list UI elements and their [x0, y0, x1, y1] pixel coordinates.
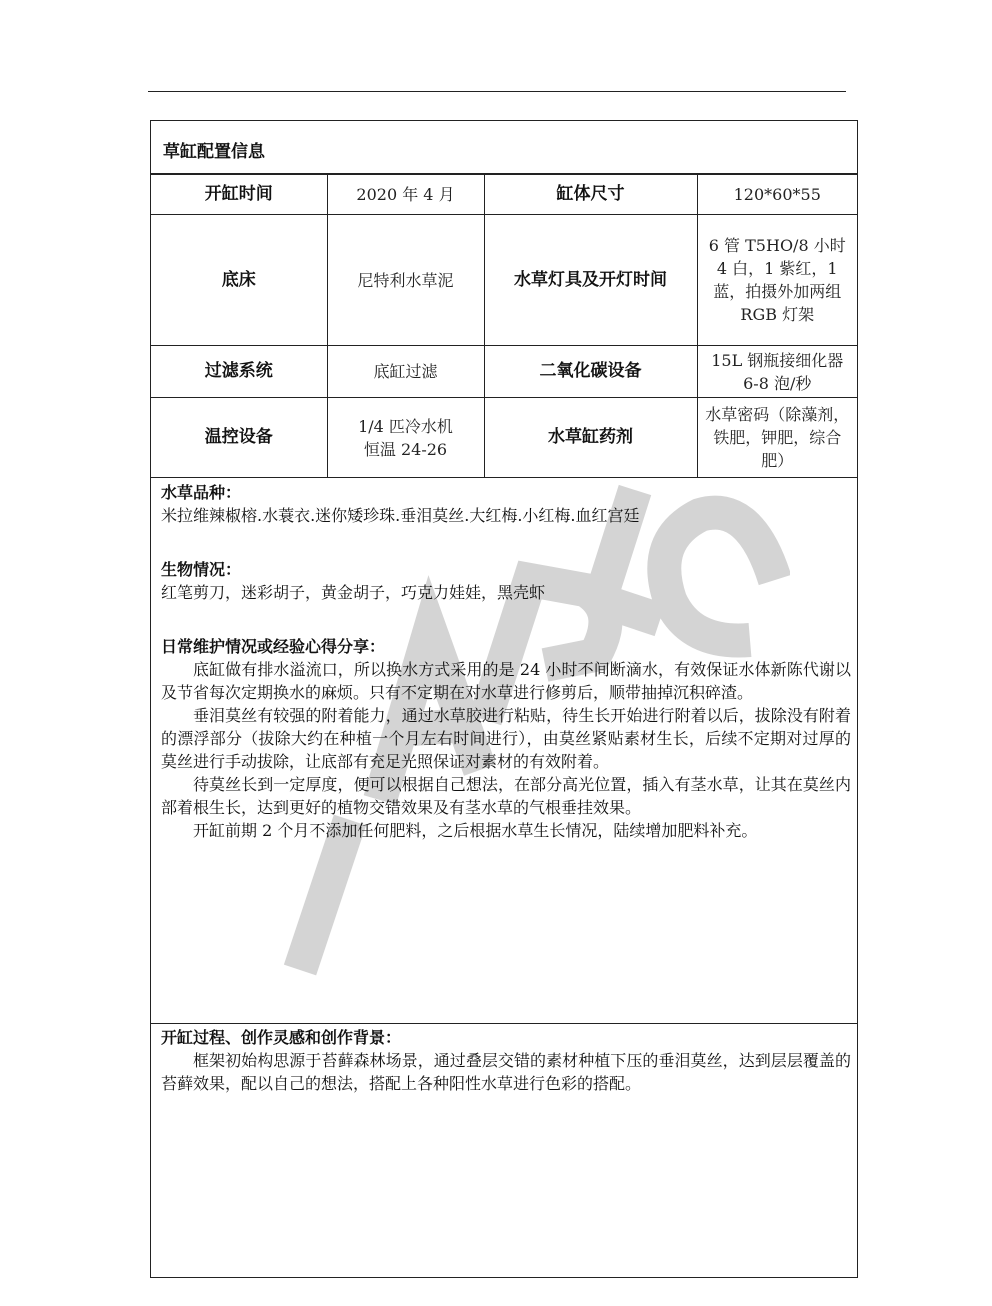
value-cell: 6 管 T5HO/8 小时 4 白，1 紫红，1 蓝，拍摄外加两组 RGB 灯架: [697, 215, 857, 346]
table-row: [151, 215, 857, 346]
header-rule: [148, 91, 846, 92]
fauna-text: 红笔剪刀，迷彩胡子，黄金胡子，巧克力娃娃，黑壳虾: [161, 583, 546, 602]
form-title: 草缸配置信息: [163, 142, 265, 162]
maintenance-paragraph: 底缸做有排水溢流口，所以换水方式采用的是 24 小时不间断滴水，有效保证水体新陈代谢以及节省每次定期换水的麻烦。只有不定期在对水草进行修剪后，顺带抽掉沉积碎渣。: [161, 660, 851, 702]
plants-text: 米拉维辣椒榕.水蓑衣.迷你矮珍珠.垂泪莫丝.大红梅.小红梅.血红宫廷: [161, 506, 640, 525]
label-cell: 水草灯具及开灯时间: [484, 215, 697, 346]
creation-heading: 开缸过程、创作灵感和创作背景：: [161, 1028, 402, 1047]
label-cell: 开缸时间: [151, 175, 327, 215]
label-cell: 缸体尺寸: [484, 175, 697, 215]
table-row: [151, 346, 857, 398]
value-cell: 尼特利水草泥: [327, 215, 484, 346]
value-cell: 15L 钢瓶接细化器 6-8 泡/秒: [697, 346, 857, 398]
label-cell: 过滤系统: [151, 346, 327, 398]
label-cell: 水草缸药剂: [484, 398, 697, 478]
label-cell: 温控设备: [151, 398, 327, 478]
value-cell: 2020 年 4 月: [327, 175, 484, 215]
fauna-section: [161, 558, 851, 604]
value-cell: 1/4 匹冷水机 恒温 24-26: [327, 398, 484, 478]
maintenance-paragraph: 垂泪莫丝有较强的附着能力，通过水草胶进行粘贴，待生长开始进行附着以后，拔除没有附着的漂浮部分（拔除大约在种植一个月左右时间进行），由莫丝紧贴素材生长，后续不定期对过厚的莫丝进行手动拔除，让底部有充足光照保证对素材的有效附着。: [161, 706, 851, 771]
table-row: [151, 175, 857, 215]
label-cell: 底床: [151, 215, 327, 346]
section-divider: [151, 1023, 857, 1024]
value-cell: 120*60*55: [697, 175, 857, 215]
table-row: [151, 398, 857, 478]
fauna-heading: 生物情况：: [161, 560, 242, 579]
maintenance-paragraph: 开缸前期 2 个月不添加任何肥料，之后根据水草生长情况，陆续增加肥料补充。: [193, 821, 758, 840]
value-cell: 水草密码（除藻剂，铁肥，钾肥，综合肥）: [697, 398, 857, 478]
plants-section: [161, 481, 851, 527]
maintenance-section: [161, 635, 851, 842]
value-cell: 底缸过滤: [327, 346, 484, 398]
config-form: [150, 120, 858, 1278]
config-table: [151, 174, 857, 478]
plants-heading: 水草品种：: [161, 483, 242, 502]
maintenance-heading: 日常维护情况或经验心得分享：: [161, 637, 386, 656]
creation-section: [161, 1026, 851, 1095]
creation-paragraph: 框架初始构思源于苔藓森林场景，通过叠层交错的素材种植下压的垂泪莫丝，达到层层覆盖的苔藓效果，配以自己的想法，搭配上各种阳性水草进行色彩的搭配。: [161, 1051, 851, 1093]
maintenance-paragraph: 待莫丝长到一定厚度，便可以根据自己想法，在部分高光位置，插入有茎水草，让其在莫丝内部着根生长，达到更好的植物交错效果及有茎水草的气根垂挂效果。: [161, 775, 851, 817]
form-title-row: [151, 121, 857, 174]
label-cell: 二氧化碳设备: [484, 346, 697, 398]
